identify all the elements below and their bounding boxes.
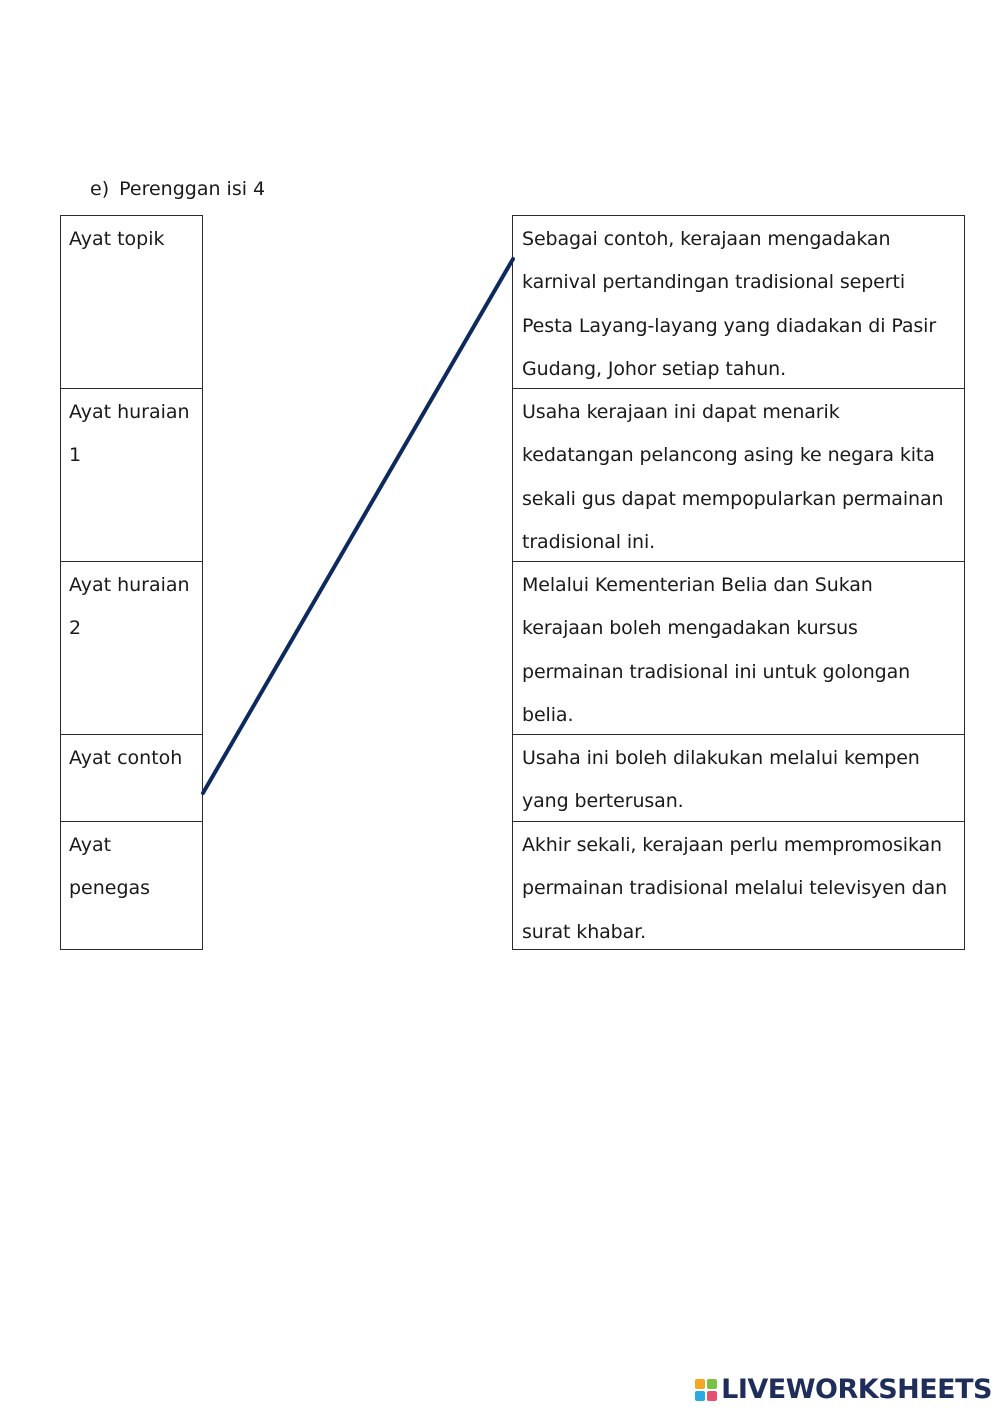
sentence-box-2[interactable]: Usaha kerajaan ini dapat menarik kedatangan pelancong asing ke negara kita sekali gus dapat mempopularkan permainan tradisional ini. [512,388,965,562]
match-line [203,259,513,793]
liveworksheets-logo [695,1374,992,1405]
label-box-penegas[interactable]: Ayat penegas [60,821,203,950]
sentence-column [512,216,965,950]
sentence-box-3[interactable]: Melalui Kementerian Belia dan Sukan kerajaan boleh mengadakan kursus permainan tradisional ini untuk golongan belia. [512,561,965,735]
label-box-contoh[interactable]: Ayat contoh [60,734,203,822]
section-title: Perenggan isi 4 [119,178,266,200]
section-letter: e) [90,178,110,200]
label-box-huraian-1[interactable]: Ayat huraian 1 [60,388,203,562]
label-column [60,216,203,950]
logo-mark-icon [695,1379,717,1401]
sentence-box-4[interactable]: Usaha ini boleh dilakukan melalui kempen yang berterusan. [512,734,965,822]
section-heading [90,175,265,203]
logo-text: LIVEWORKSHEETS [721,1374,992,1405]
label-box-topik[interactable]: Ayat topik [60,215,203,389]
sentence-box-5[interactable]: Akhir sekali, kerajaan perlu mempromosikan permainan tradisional melalui televisyen dan surat khabar. [512,821,965,950]
sentence-box-1[interactable]: Sebagai contoh, kerajaan mengadakan karnival pertandingan tradisional seperti Pesta Layang-layang yang diadakan di Pasir Gudang, Johor setiap tahun. [512,215,965,389]
label-box-huraian-2[interactable]: Ayat huraian 2 [60,561,203,735]
